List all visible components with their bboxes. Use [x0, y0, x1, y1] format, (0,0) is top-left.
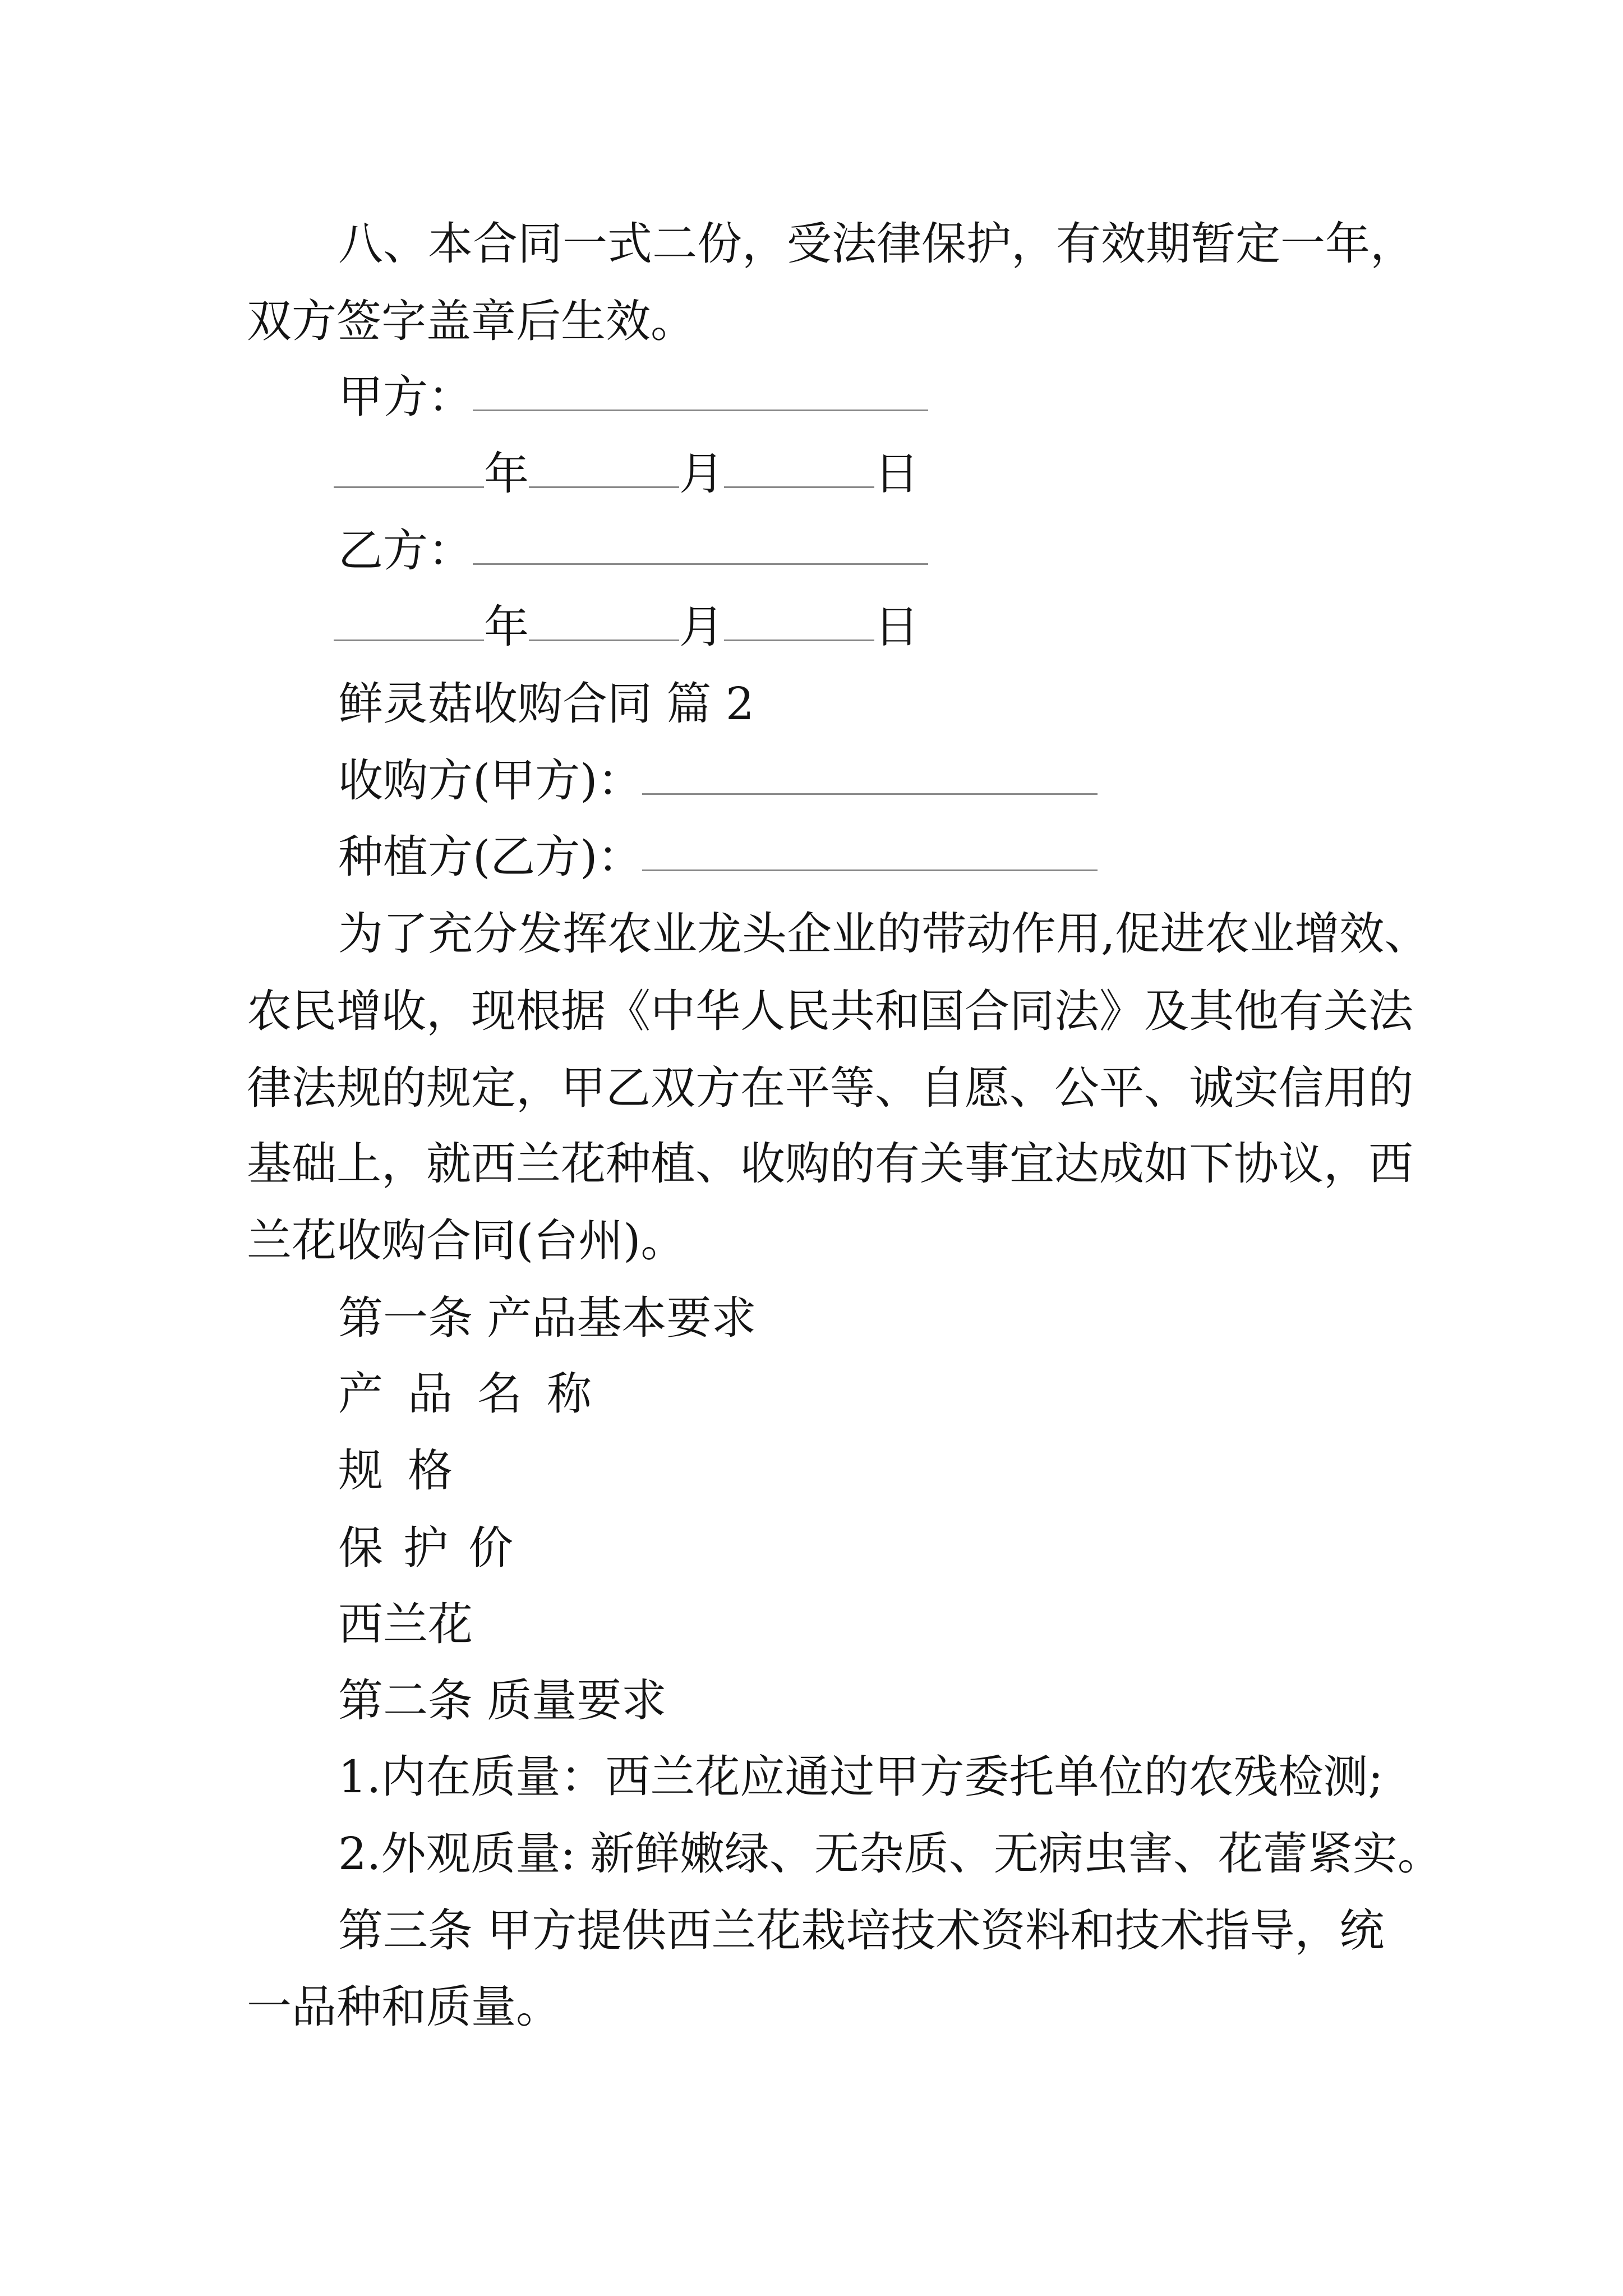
party-a-month-label: 月 — [679, 448, 724, 500]
party-a-signature-row — [338, 358, 928, 436]
quality-item-1: 1.内在质量：西兰花应通过甲方委托单位的农残检测; — [338, 1751, 1384, 1803]
quality-item-2: 2.外观质量: 新鲜嫩绿、无杂质、无病虫害、花蕾紧实。 — [338, 1828, 1442, 1880]
clause-8-line-1: 八、本合同一式二份，受法律保护，有效期暂定一年， — [338, 218, 1415, 270]
intro-line-3: 律法规的规定，甲乙双方在平等、自愿、公平、诚实信用的 — [247, 1062, 1413, 1114]
table-header-product-name: 产品名称 — [338, 1368, 616, 1420]
article-3-line-1: 第三条 甲方提供西兰花栽培技术资料和技术指导，统 — [338, 1904, 1385, 1957]
product-name-value: 西兰花 — [338, 1598, 473, 1650]
clause-8-line-2: 双方签字盖章后生效。 — [247, 295, 695, 347]
table-header-spec: 规格 — [338, 1444, 477, 1497]
party-b-signature-row — [338, 512, 928, 590]
party-b-day-label: 日 — [874, 601, 919, 653]
buyer-label: 收购方(甲方)： — [338, 754, 643, 807]
party-b-month-blank — [529, 588, 679, 641]
grower-row — [338, 818, 1098, 896]
article-3-line-2: 一品种和质量。 — [247, 1981, 561, 2033]
party-b-date-row — [334, 588, 919, 666]
intro-line-1: 为了充分发挥农业龙头企业的带动作用,促进农业增效、 — [338, 908, 1430, 960]
party-b-blank — [473, 512, 928, 565]
party-a-blank — [473, 358, 928, 411]
party-a-day-blank — [724, 435, 874, 488]
party-a-month-blank — [529, 435, 679, 488]
section-title: 鲜灵菇收购合同 篇 2 — [338, 678, 754, 730]
table-header-protection-price: 保护价 — [338, 1522, 533, 1574]
party-a-label: 甲方： — [338, 371, 473, 423]
intro-line-2: 农民增收，现根据《中华人民共和国合同法》及其他有关法 — [247, 985, 1413, 1037]
grower-label: 种植方(乙方)： — [338, 831, 643, 883]
buyer-row — [338, 742, 1098, 820]
party-b-day-blank — [724, 588, 874, 641]
party-a-year-blank — [334, 435, 484, 488]
grower-blank — [642, 818, 1098, 871]
party-b-label: 乙方： — [338, 524, 473, 577]
party-b-month-label: 月 — [679, 601, 724, 653]
buyer-blank — [642, 742, 1098, 795]
article-1-title: 第一条 产品基本要求 — [338, 1292, 757, 1344]
party-b-year-blank — [334, 588, 484, 641]
party-a-year-label: 年 — [484, 448, 529, 500]
intro-line-5: 兰花收购合同(台州)。 — [247, 1214, 686, 1267]
party-a-day-label: 日 — [874, 448, 919, 500]
article-2-title: 第二条 质量要求 — [338, 1674, 667, 1727]
intro-line-4: 基础上，就西兰花种植、收购的有关事宜达成如下协议，西 — [247, 1138, 1413, 1190]
party-b-year-label: 年 — [484, 601, 529, 653]
party-a-date-row — [334, 435, 919, 513]
